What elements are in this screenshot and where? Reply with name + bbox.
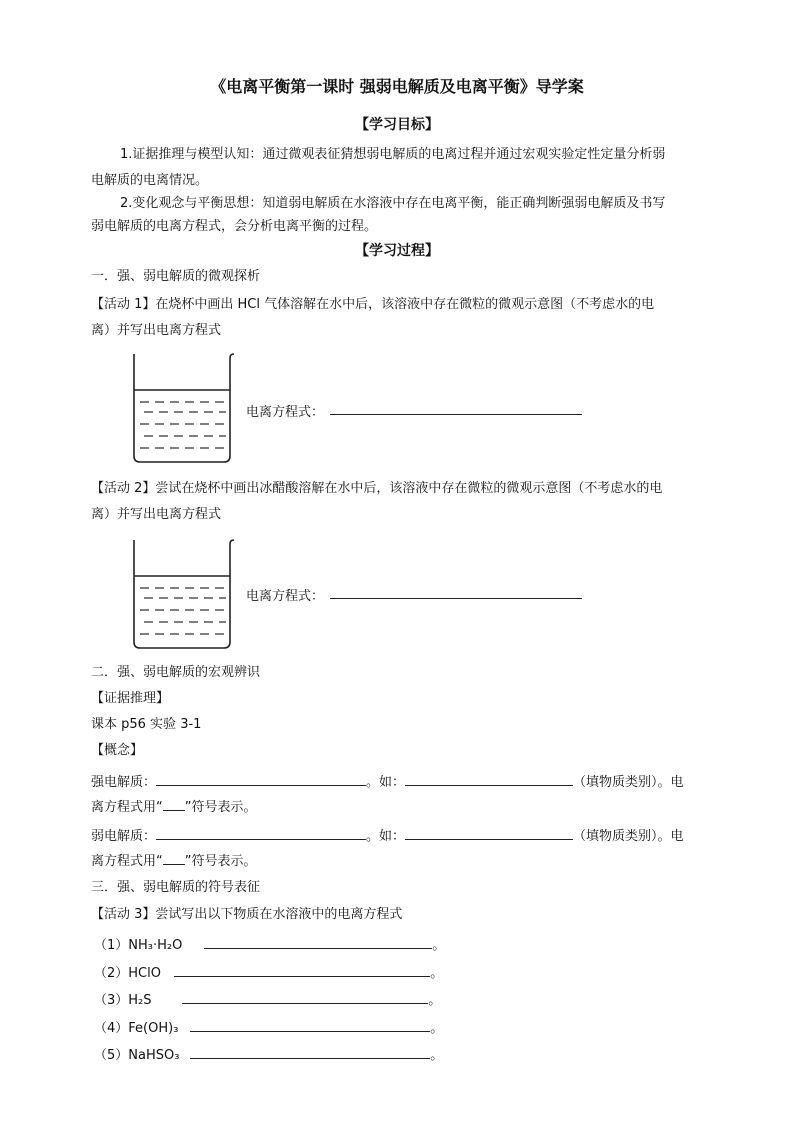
page-title: 《电离平衡第一课时 强弱电解质及电离平衡》导学案 bbox=[210, 77, 584, 96]
item-period-1: 。 bbox=[432, 938, 446, 953]
section-1-title: 一．强、弱电解质的微观探析 bbox=[91, 269, 261, 284]
weak-example-label: 。如： bbox=[366, 829, 406, 844]
item-row-4 bbox=[94, 1017, 443, 1038]
item-number-3: （3） bbox=[94, 993, 129, 1008]
item-answer-blank-5[interactable] bbox=[190, 1044, 430, 1059]
objectives-heading: 【学习目标】 bbox=[355, 117, 439, 133]
equation-label-1: 电离方程式： bbox=[246, 405, 325, 420]
strong-label: 强电解质： bbox=[91, 775, 157, 790]
item-row-2 bbox=[94, 962, 443, 983]
weak-symbol-blank[interactable] bbox=[163, 852, 185, 865]
item-number-2: （2） bbox=[94, 966, 129, 981]
strong-symbol-row bbox=[91, 798, 257, 817]
weak-symbol-text-a: 离方程式用“ bbox=[91, 854, 163, 869]
activity-3-heading: 【活动 3】尝试写出以下物质在水溶液中的电离方程式 bbox=[91, 907, 403, 922]
item-formula-3: H₂S bbox=[128, 993, 152, 1008]
objective-1-line-1: 1.证据推理与模型认知：通过微观表征猜想弱电解质的电离过程并通过宏观实验定性定量分析弱 bbox=[120, 147, 666, 162]
strong-symbol-text-b: ”符号表示。 bbox=[184, 800, 257, 815]
weak-electrolyte-row bbox=[91, 825, 684, 846]
evidence-heading: 【证据推理】 bbox=[91, 691, 170, 706]
equation-label-2: 电离方程式： bbox=[246, 589, 325, 604]
equation-blank-2[interactable] bbox=[330, 584, 582, 599]
weak-symbol-text-b: ”符号表示。 bbox=[184, 854, 257, 869]
item-period-3: 。 bbox=[428, 993, 442, 1008]
item-answer-blank-1[interactable] bbox=[204, 934, 432, 949]
activity-1-line-2: 离）并写出电离方程式 bbox=[91, 323, 222, 338]
item-number-1: （1） bbox=[94, 938, 129, 953]
weak-symbol-row bbox=[91, 852, 257, 871]
objective-2-line-1: 2.变化观念与平衡思想：知道弱电解质在水溶液中存在电离平衡，能正确判断强弱电解质及书写 bbox=[120, 196, 666, 211]
textbook-reference: 课本 p56 实验 3-1 bbox=[91, 717, 202, 732]
section-3-title: 三．强、弱电解质的符号表征 bbox=[91, 880, 261, 895]
process-heading: 【学习过程】 bbox=[355, 243, 439, 259]
item-number-4: （4） bbox=[94, 1021, 129, 1036]
weak-example-blank[interactable] bbox=[405, 825, 573, 840]
section-2-title: 二．强、弱电解质的宏观辨识 bbox=[91, 665, 261, 680]
strong-electrolyte-row bbox=[91, 771, 684, 792]
weak-label: 弱电解质： bbox=[91, 829, 157, 844]
beaker-1-drawing-area[interactable] bbox=[128, 352, 238, 464]
item-formula-1: NH₃·H₂O bbox=[128, 938, 183, 953]
strong-symbol-text-a: 离方程式用“ bbox=[91, 800, 163, 815]
item-answer-blank-2[interactable] bbox=[174, 962, 430, 977]
item-formula-2: HClO bbox=[128, 966, 161, 981]
concept-heading: 【概念】 bbox=[91, 743, 144, 758]
strong-symbol-blank[interactable] bbox=[163, 798, 185, 811]
activity-2-line-2: 离）并写出电离方程式 bbox=[91, 507, 222, 522]
item-period-5: 。 bbox=[430, 1048, 444, 1063]
strong-example-label: 。如： bbox=[366, 775, 406, 790]
activity-2-line-1: 【活动 2】尝试在烧杯中画出冰醋酸溶解在水中后，该溶液中存在微粒的微观示意图（不考虑水的电 bbox=[91, 481, 663, 496]
strong-category-note: （填物质类别）。电 bbox=[573, 775, 684, 790]
item-number-5: （5） bbox=[94, 1048, 129, 1063]
strong-definition-blank[interactable] bbox=[156, 771, 366, 786]
weak-definition-blank[interactable] bbox=[156, 825, 366, 840]
objective-2-line-2: 弱电解质的电离方程式，会分析电离平衡的过程。 bbox=[91, 219, 378, 234]
item-answer-blank-4[interactable] bbox=[190, 1017, 430, 1032]
item-row-5 bbox=[94, 1044, 443, 1065]
beaker-2-drawing-area[interactable] bbox=[128, 538, 238, 650]
item-row-1 bbox=[94, 934, 445, 955]
item-period-2: 。 bbox=[430, 966, 444, 981]
weak-category-note: （填物质类别）。电 bbox=[573, 829, 684, 844]
item-period-4: 。 bbox=[430, 1021, 444, 1036]
activity-1-line-1: 【活动 1】在烧杯中画出 HCl 气体溶解在水中后，该溶液中存在微粒的微观示意图（不考虑水的电 bbox=[91, 297, 655, 312]
equation-blank-1[interactable] bbox=[330, 400, 582, 415]
item-formula-5: NaHSO₃ bbox=[128, 1048, 180, 1063]
item-answer-blank-3[interactable] bbox=[182, 989, 428, 1004]
objective-1-line-2: 电解质的电离情况。 bbox=[91, 173, 209, 188]
item-row-3 bbox=[94, 989, 441, 1010]
item-formula-4: Fe(OH)₃ bbox=[128, 1021, 179, 1036]
strong-example-blank[interactable] bbox=[405, 771, 573, 786]
